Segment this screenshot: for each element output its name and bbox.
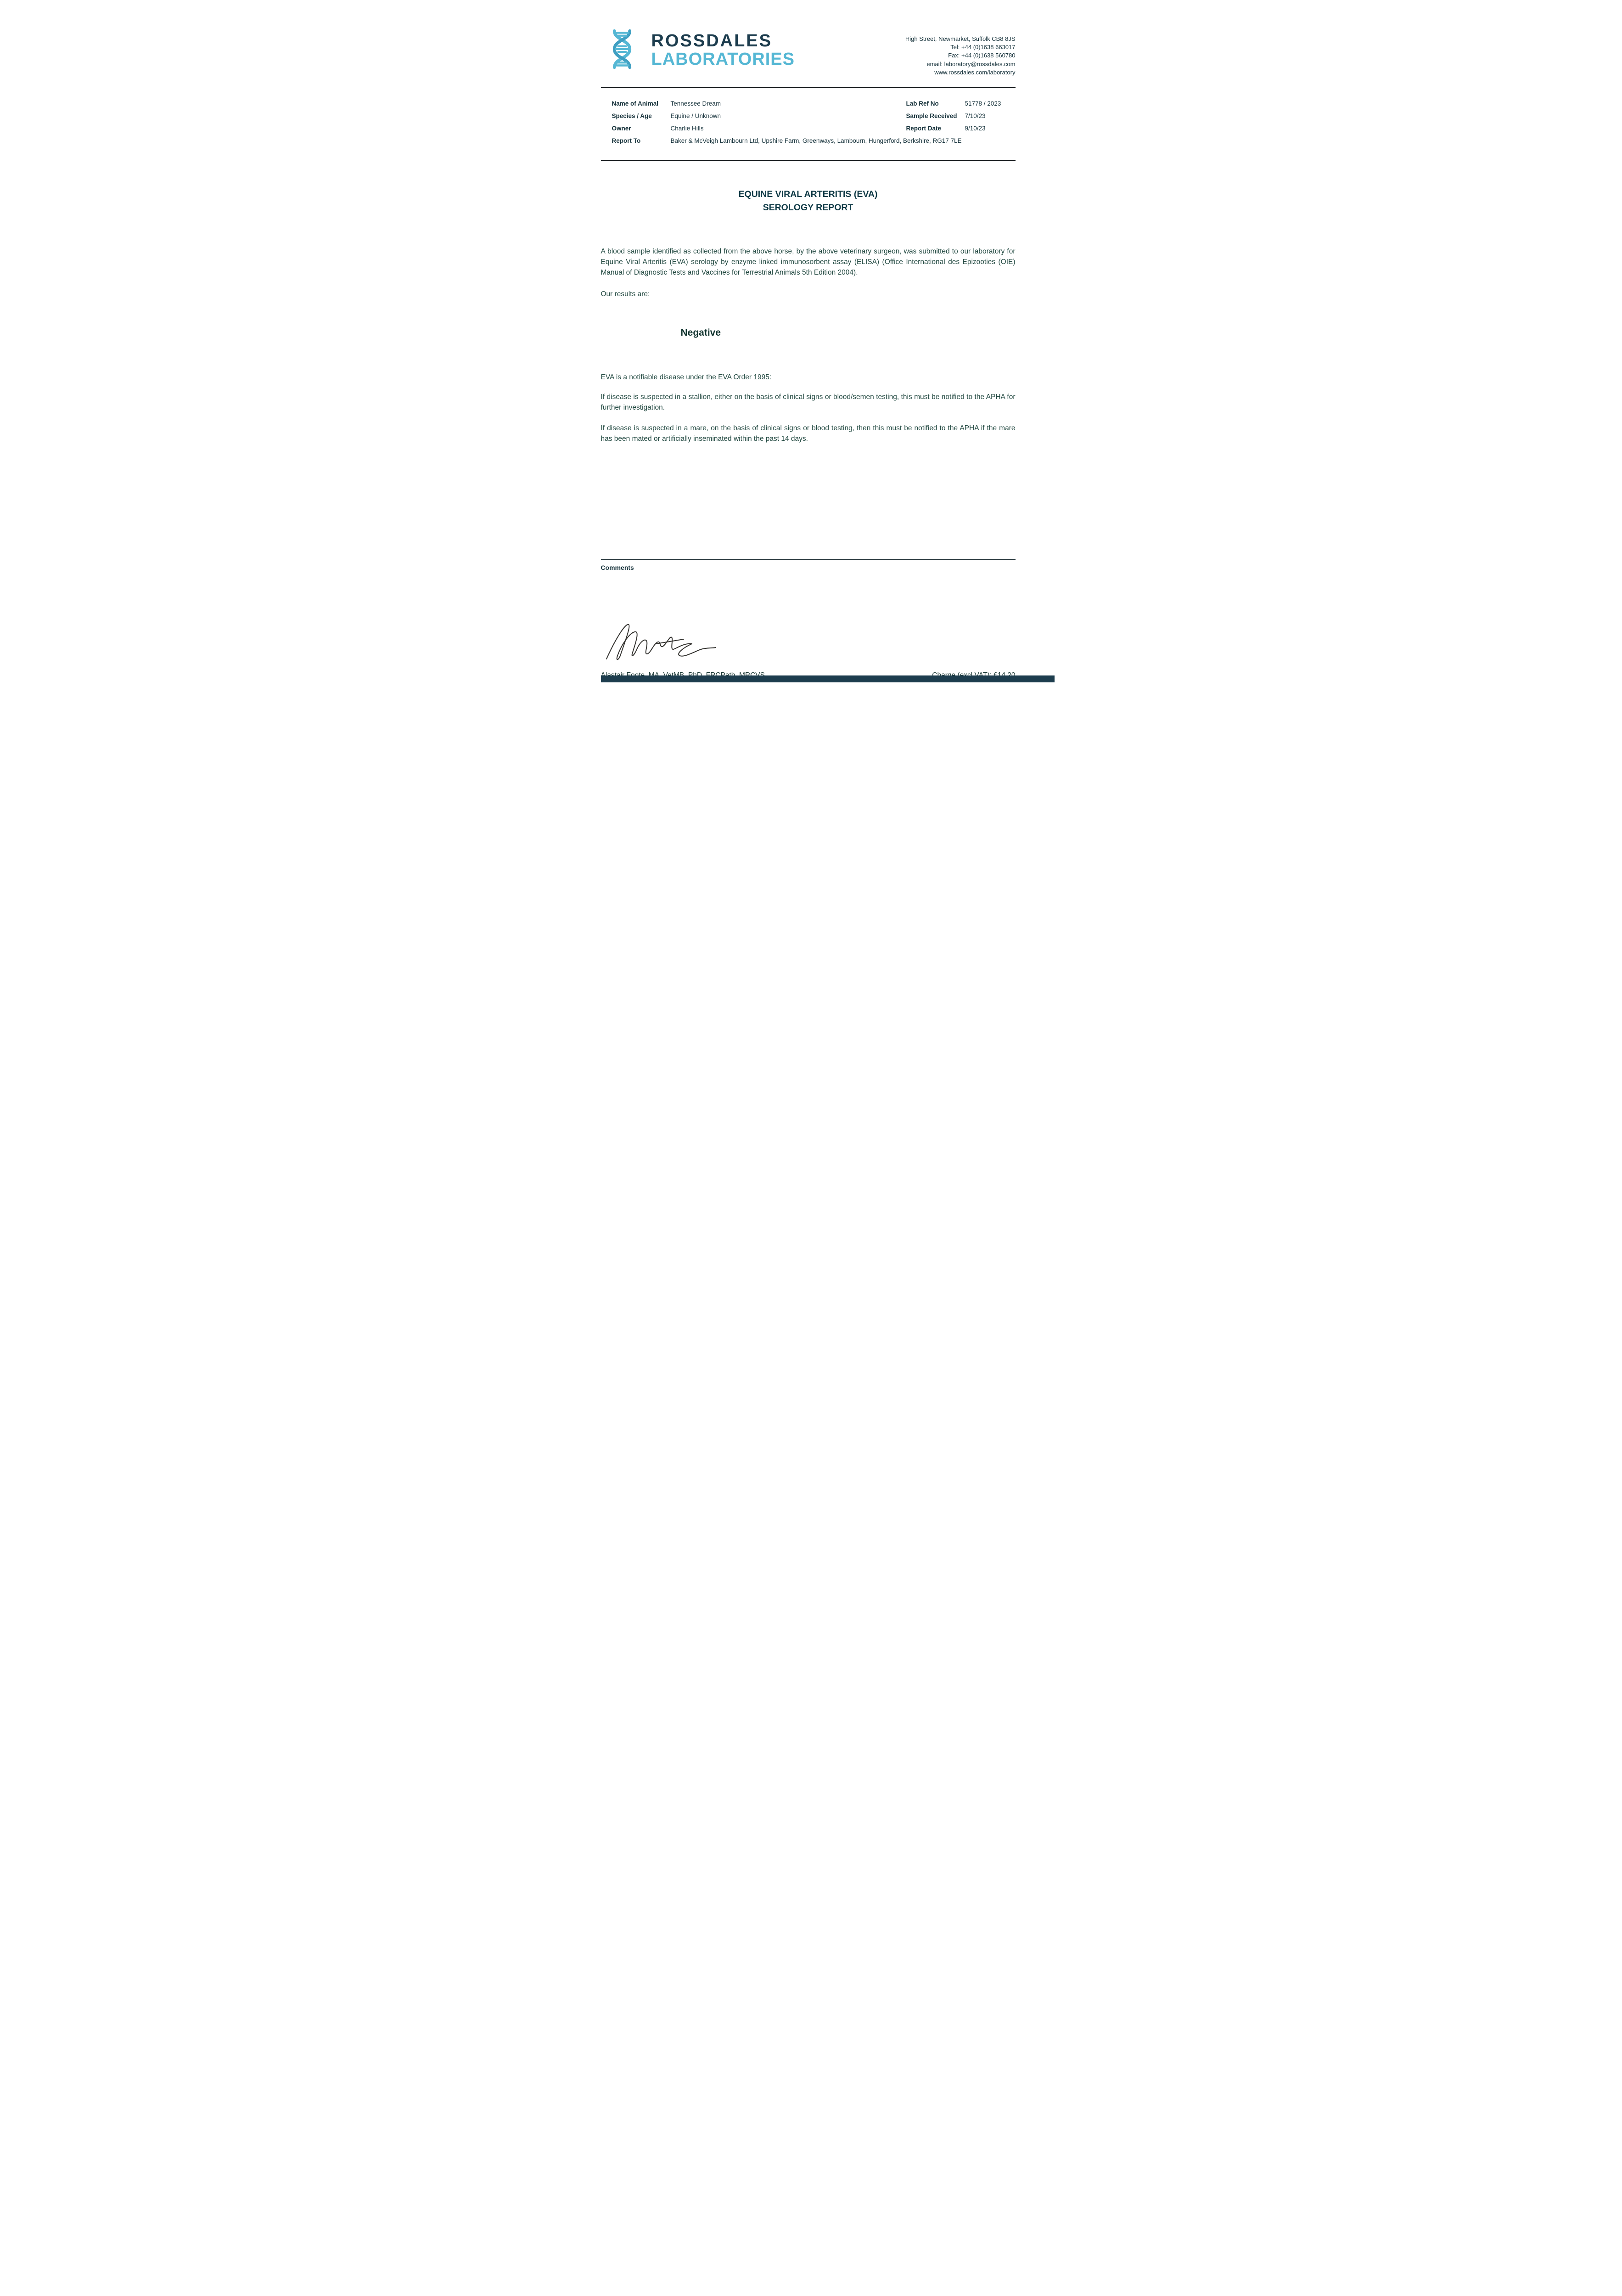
field-value-report-date: 9/10/23 bbox=[965, 124, 986, 132]
report-info-grid bbox=[612, 97, 1016, 147]
field-label-report-date: Report Date bbox=[906, 124, 942, 132]
comments-label: Comments bbox=[601, 563, 634, 571]
comments-divider bbox=[601, 559, 1016, 560]
report-page bbox=[568, 0, 1055, 689]
field-label-name-of-animal: Name of Animal bbox=[612, 100, 659, 107]
field-label-report-to: Report To bbox=[612, 137, 641, 144]
signature-icon bbox=[602, 615, 721, 666]
stallion-paragraph: If disease is suspected in a stallion, either on the basis of clinical signs or blood/semen testing, this must be notified to the APHA for further investigation. bbox=[601, 393, 1016, 412]
results-label: Our results are: bbox=[601, 290, 650, 298]
field-value-sample-received: 7/10/23 bbox=[965, 112, 986, 119]
field-value-animal-name: Tennessee Dream bbox=[670, 100, 721, 107]
field-label-sample-received: Sample Received bbox=[906, 112, 957, 119]
footer-bar bbox=[601, 675, 1055, 682]
field-label-owner: Owner bbox=[612, 124, 631, 132]
contact-block bbox=[905, 35, 1016, 77]
brand-text bbox=[651, 32, 795, 69]
result-value: Negative bbox=[680, 327, 721, 338]
field-label-species-age: Species / Age bbox=[612, 112, 652, 119]
contact-tel: Tel: +44 (0)1638 663017 bbox=[950, 44, 1016, 51]
notifiable-line: EVA is a notifiable disease under the EVA Order 1995: bbox=[601, 373, 772, 382]
info-divider bbox=[601, 160, 1016, 161]
top-divider bbox=[601, 87, 1016, 88]
contact-website: www.rossdales.com/laboratory bbox=[934, 68, 1016, 76]
brand bbox=[601, 28, 795, 71]
report-title bbox=[601, 188, 1016, 215]
report-title-line1: EQUINE VIRAL ARTERITIS (EVA) bbox=[738, 189, 878, 199]
contact-address: High Street, Newmarket, Suffolk CB8 8JS bbox=[905, 35, 1016, 42]
field-label-lab-ref-no: Lab Ref No bbox=[906, 100, 939, 107]
brand-name: ROSSDALES bbox=[651, 31, 772, 51]
report-title-line2: SEROLOGY REPORT bbox=[763, 203, 853, 213]
contact-fax: Fax: +44 (0)1638 560780 bbox=[948, 52, 1016, 59]
field-value-species-age: Equine / Unknown bbox=[670, 112, 721, 119]
field-value-lab-ref-no: 51778 / 2023 bbox=[965, 100, 1001, 107]
dna-helix-icon bbox=[601, 28, 643, 71]
mare-paragraph: If disease is suspected in a mare, on the basis of clinical signs or blood testing, then this must be notified to the APHA if the mare has been mated or artificially inseminated within the past 14 days. bbox=[601, 424, 1016, 443]
brand-subname: LABORATORIES bbox=[651, 49, 795, 69]
field-value-owner: Charlie Hills bbox=[670, 124, 704, 132]
field-value-report-to: Baker & McVeigh Lambourn Ltd, Upshire Farm, Greenways, Lambourn, Hungerford, Berkshire, RG17 7LE bbox=[670, 137, 962, 144]
header bbox=[601, 0, 1016, 77]
contact-email: email: laboratory@rossdales.com bbox=[926, 60, 1016, 68]
intro-paragraph: A blood sample identified as collected from the above horse, by the above veterinary surgeon, was submitted to our laboratory for Equine Viral Arteritis (EVA) serology by enzyme linked immunosorbent assay (ELISA) (Office International des Epizooties (OIE) Manual of Diagnostic Tests and Vaccines for Terrestrial Animals 5th Edition 2004). bbox=[601, 248, 1016, 277]
